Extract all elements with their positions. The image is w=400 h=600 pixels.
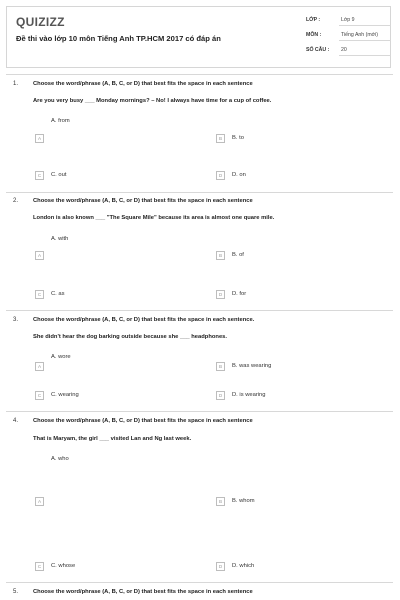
question-instruction: Choose the word/phrase (A, B, C, or D) that best fits the space in each sentence — [33, 589, 253, 595]
question-number: 1. — [13, 81, 19, 87]
option-c-box[interactable]: C — [35, 171, 44, 180]
question-instruction: Choose the word/phrase (A, B, C, or D) that best fits the space in each sentence — [33, 81, 253, 87]
option-a-text: A. who — [51, 456, 69, 462]
option-b-box[interactable]: B — [216, 497, 225, 506]
question-number: 2. — [13, 198, 19, 204]
option-c-box[interactable]: C — [35, 391, 44, 400]
question-text: That is Maryam, the girl ___ visited Lan and Ng last week. — [33, 436, 192, 442]
question-text: She didn't hear the dog barking outside because she ___ headphones. — [33, 334, 228, 340]
question-divider — [6, 411, 393, 412]
meta-label-class: LỚP : — [306, 17, 321, 23]
option-d-text: D. for — [232, 291, 247, 297]
meta-underline — [339, 55, 391, 56]
option-b-text: B. to — [232, 135, 244, 141]
option-a-text: A. wore — [51, 354, 71, 360]
question-number: 3. — [13, 317, 19, 323]
question-number: 5. — [13, 589, 19, 595]
quizizz-logo: QUIZIZZ — [16, 15, 65, 29]
option-d-text: D. which — [232, 563, 255, 569]
option-b-box[interactable]: B — [216, 362, 225, 371]
option-c-text: C. whose — [51, 563, 76, 569]
meta-underline — [339, 25, 391, 26]
question-text: Are you very busy ___ Monday mornings? – No! I always have time for a cup of coffee. — [33, 98, 272, 104]
question-instruction: Choose the word/phrase (A, B, C, or D) that best fits the space in each sentence. — [33, 317, 255, 323]
question-text: London is also known ___ "The Square Mile" because its area is almost one quare mile. — [33, 215, 275, 221]
option-c-box[interactable]: C — [35, 290, 44, 299]
question-divider — [6, 582, 393, 583]
meta-value-class: Lớp 9 — [341, 17, 355, 23]
meta-label-count: SỐ CÂU : — [306, 47, 330, 53]
meta-value-subject: Tiếng Anh (mới) — [341, 32, 378, 38]
option-b-box[interactable]: B — [216, 251, 225, 260]
option-a-text: A. with — [51, 236, 69, 242]
question-divider — [6, 310, 393, 311]
meta-label-subject: MÔN : — [306, 32, 322, 38]
option-a-box[interactable]: A — [35, 497, 44, 506]
worksheet-title: Đề thi vào lớp 10 môn Tiếng Anh TP.HCM 2017 có đáp án — [16, 34, 221, 43]
question-number: 4. — [13, 418, 19, 424]
option-b-text: B. of — [232, 252, 244, 258]
option-d-text: D. on — [232, 172, 246, 178]
option-a-box[interactable]: A — [35, 362, 44, 371]
question-divider — [6, 192, 393, 193]
option-d-text: D. is wearing — [232, 392, 266, 398]
option-d-box[interactable]: D — [216, 290, 225, 299]
option-b-box[interactable]: B — [216, 134, 225, 143]
question-divider — [6, 74, 393, 75]
worksheet-header — [6, 6, 391, 68]
meta-underline — [339, 40, 391, 41]
option-d-box[interactable]: D — [216, 391, 225, 400]
option-c-text: C. out — [51, 172, 67, 178]
option-d-box[interactable]: D — [216, 562, 225, 571]
option-a-text: A. from — [51, 118, 70, 124]
option-a-box[interactable]: A — [35, 251, 44, 260]
meta-value-count: 20 — [341, 47, 347, 53]
option-d-box[interactable]: D — [216, 171, 225, 180]
option-c-text: C. wearing — [51, 392, 79, 398]
option-b-text: B. was wearing — [232, 363, 272, 369]
option-c-box[interactable]: C — [35, 562, 44, 571]
question-instruction: Choose the word/phrase (A, B, C, or D) that best fits the space in each sentence — [33, 198, 253, 204]
option-a-box[interactable]: A — [35, 134, 44, 143]
option-b-text: B. whom — [232, 498, 255, 504]
question-instruction: Choose the word/phrase (A, B, C, or D) that best fits the space in each sentence — [33, 418, 253, 424]
option-c-text: C. as — [51, 291, 65, 297]
